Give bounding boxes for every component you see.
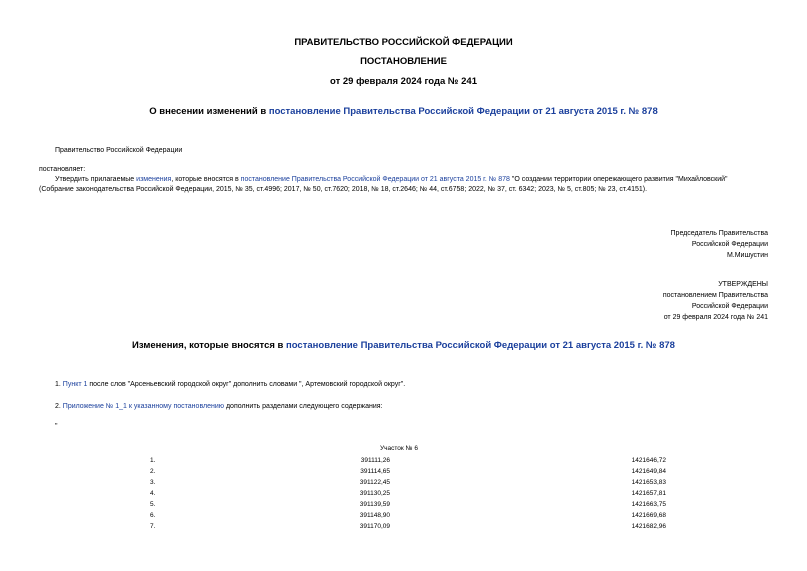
item-2 [55, 403, 383, 410]
item-1-text: после слов "Арсеньевский городской округ" дополнить словами ", Артемовский городской округ". [87, 381, 406, 388]
x-coordinate-cell: 391139,59 [359, 501, 390, 508]
p1-start: Утвердить прилагаемые [55, 176, 137, 183]
table-row [150, 521, 666, 532]
table-row [150, 510, 666, 521]
document-type: ПОСТАНОВЛЕНИЕ [360, 56, 447, 67]
document-date-number: от 29 февраля 2024 года № 241 [330, 76, 477, 87]
y-coordinate-cell: 1421682,96 [631, 523, 666, 530]
point-number-cell: 4. [150, 490, 156, 497]
y-coordinate-cell: 1421653,83 [631, 479, 666, 486]
item-2-link[interactable]: Приложение № 1_1 к указанному постановлению [62, 403, 225, 410]
changes-link[interactable]: изменения [136, 176, 172, 183]
authority-text: Правительство Российской Федерации [55, 147, 183, 154]
y-coordinate-cell: 1421657,81 [631, 490, 666, 497]
changes-title [0, 340, 807, 351]
point-number-cell: 3. [150, 479, 156, 486]
signature-org: Российской Федерации [691, 241, 768, 248]
signature-name: М.Мишустин [726, 252, 768, 259]
x-coordinate-cell: 391111,26 [360, 457, 390, 464]
item-2-number: 2. [55, 403, 63, 410]
item-1 [55, 381, 405, 388]
x-coordinate-cell: 391148,90 [359, 512, 390, 519]
quote-mark: " [55, 423, 58, 430]
paragraph-approve-line2: (Собрание законодательства Российской Федерации, 2015, № 35, ст.4996; 2017, № 50, ст.7620; 2018, № 18, ст.2646; № 44, ст.6758; 2022, № 37, ст. 6342; 2023, № 5, ст.805; № 23, ст.4151). [39, 186, 648, 193]
signature-block [671, 228, 768, 261]
table-row [150, 499, 666, 510]
x-coordinate-cell: 391130,25 [359, 490, 390, 497]
decides-text: постановляет: [39, 166, 86, 173]
point-number-cell: 7. [150, 523, 156, 530]
table-row [150, 477, 666, 488]
item-1-link[interactable]: Пункт 1 [62, 381, 88, 388]
x-coordinate-cell: 391122,45 [359, 479, 390, 486]
y-coordinate-cell: 1421646,72 [631, 457, 666, 464]
approved-date: от 29 февраля 2024 года № 241 [663, 314, 768, 321]
item-2-text: дополнить разделами следующего содержания: [224, 403, 383, 410]
document-title [0, 106, 807, 117]
x-coordinate-cell: 391114,65 [360, 468, 390, 475]
coordinates-table [150, 455, 666, 532]
point-number-cell: 2. [150, 468, 156, 475]
changes-title-link[interactable]: постановление Правительства Российской Федерации от 21 августа 2015 г. № 878 [286, 340, 675, 351]
government-title: ПРАВИТЕЛЬСТВО РОССИЙСКОЙ ФЕДЕРАЦИИ [294, 37, 513, 48]
changes-title-prefix: Изменения, которые вносятся в [132, 340, 287, 351]
table-row [150, 455, 666, 466]
x-coordinate-cell: 391170,09 [359, 523, 390, 530]
table-row [150, 466, 666, 477]
approved-block [663, 279, 768, 323]
coordinates-table-body [150, 455, 666, 532]
point-number-cell: 6. [150, 512, 156, 519]
approved-label: УТВЕРЖДЕНЫ [718, 281, 768, 288]
y-coordinate-cell: 1421649,84 [631, 468, 666, 475]
item-1-number: 1. [55, 381, 63, 388]
y-coordinate-cell: 1421669,68 [631, 512, 666, 519]
resolution-link[interactable]: постановление Правительства Российской Федерации от 21 августа 2015 г. № 878 [240, 176, 510, 183]
p1-end: "О создании территории опережающего развития "Михайловский" [509, 176, 728, 183]
y-coordinate-cell: 1421663,75 [631, 501, 666, 508]
point-number-cell: 1. [150, 457, 156, 464]
paragraph-approve [55, 176, 768, 183]
p1-mid: , которые вносятся в [171, 176, 241, 183]
approved-line3: Российской Федерации [691, 303, 768, 310]
approved-line2: постановлением Правительства [662, 292, 768, 299]
table-row [150, 488, 666, 499]
title-link[interactable]: постановление Правительства Российской Федерации от 21 августа 2015 г. № 878 [268, 106, 658, 117]
signature-position: Председатель Правительства [670, 230, 768, 237]
point-number-cell: 5. [150, 501, 156, 508]
table-caption: Участок № 6 [380, 445, 418, 452]
title-prefix: О внесении изменений в [149, 106, 269, 117]
